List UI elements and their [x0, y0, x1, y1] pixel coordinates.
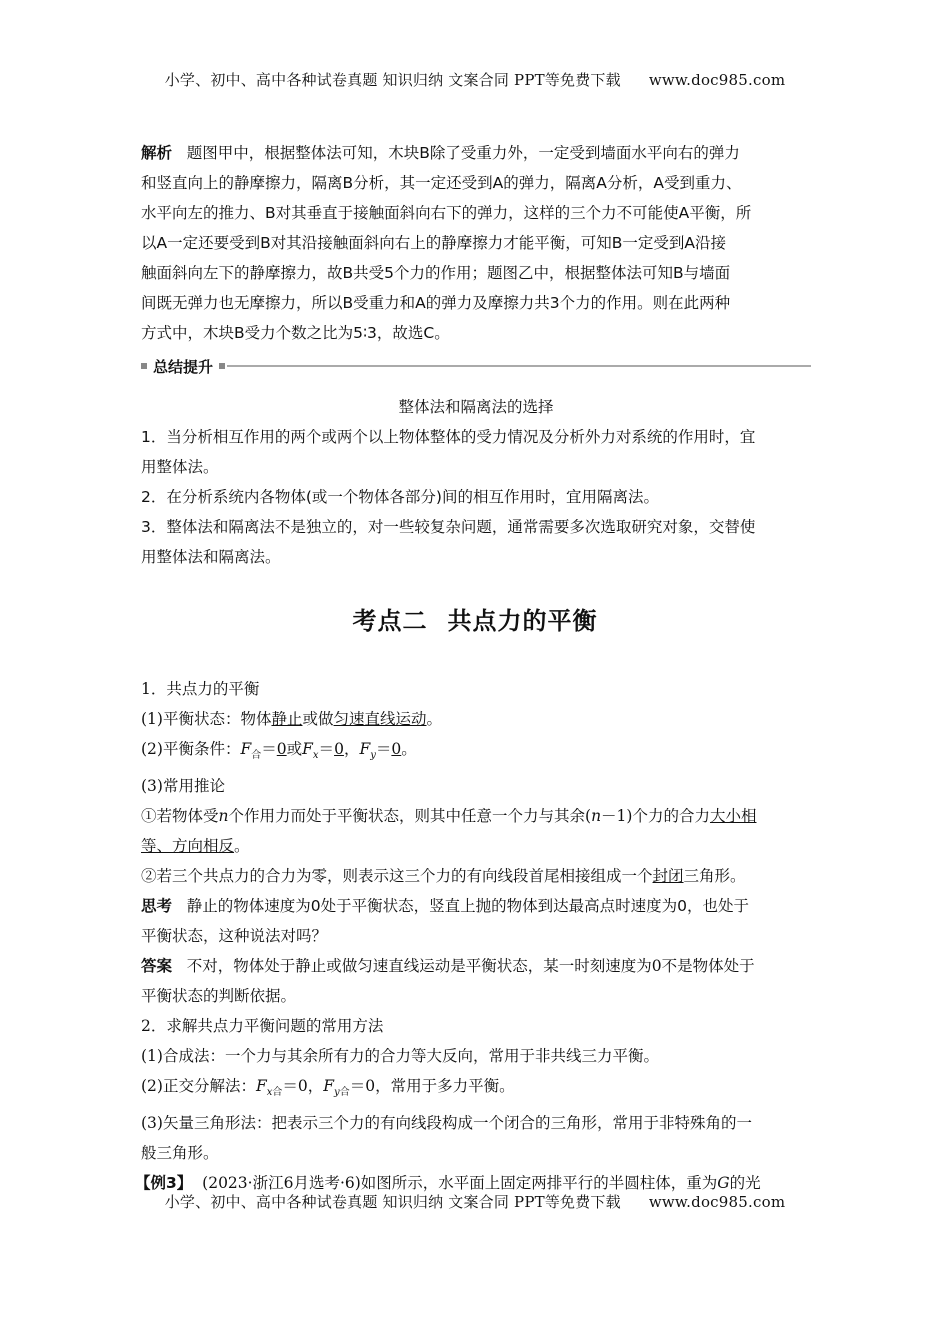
method-3: (3)矢量三角形法：把表示三个力的有向线段构成一个闭合的三角形，常用于非特殊角的一 [141, 1114, 752, 1133]
corollary-2: ②若三个共点力的合力为零，则表示这三个力的有向线段首尾相接组成一个封闭三角形。 [141, 867, 746, 886]
corollary-title: (3)常用推论 [141, 777, 225, 796]
analysis-line: 解析 题图甲中，根据整体法可知，木块B除了受重力外，一定受到墙面水平向右的弹力 [141, 144, 740, 162]
footer-url[interactable]: www.doc985.com [648, 1193, 786, 1211]
section-heading: 考点二 共点力的平衡 [352, 606, 598, 635]
analysis-line: 方式中，木块B受力个数之比为5∶3，故选C。 [141, 324, 450, 342]
summary-item: 3．整体法和隔离法不是独立的，对一些较复杂问题，通常需要多次选取研究对象，交替使 [141, 518, 756, 536]
content-block [135, 674, 811, 1198]
equilibrium-condition: (2)平衡条件：$F_合=0$或$F_x=0$，$F_y=0$。 [141, 740, 417, 762]
method-1: (1)合成法：一个力与其余所有力的合力等大反向，常用于非共线三力平衡。 [141, 1047, 659, 1066]
subsection-title: 1．共点力的平衡 [141, 680, 260, 698]
summary-item: 2．在分析系统内各物体(或一个物体各部分)间的相互作用时，宜用隔离法。 [141, 488, 659, 506]
example-label: 【例3】 [135, 1174, 193, 1193]
analysis-block [141, 138, 811, 348]
summary-item: 1．当分析相互作用的两个或两个以上物体整体的受力情况及分析外力对系统的作用时，宜 [141, 428, 756, 446]
divider-line [227, 365, 811, 367]
page-header [0, 69, 950, 90]
subsection-title: 2．求解共点力平衡问题的常用方法 [141, 1017, 384, 1036]
answer-cont: 平衡状态的判断依据。 [141, 987, 297, 1006]
summary-label: 总结提升 [153, 357, 214, 376]
bullet-square-icon [141, 363, 147, 369]
analysis-line: 水平向左的推力、B对其垂直于接触面斜向右下的弹力，这样的三个力不可能使A平衡，所 [141, 204, 752, 222]
answer: 答案 不对，物体处于静止或做匀速直线运动是平衡状态，某一时刻速度为0不是物体处于 [141, 957, 755, 976]
corollary-1-cont: 等、方向相反。 [141, 837, 250, 856]
think-question: 思考 静止的物体速度为0处于平衡状态，竖直上抛的物体到达最高点时速度为0，也处于 [141, 897, 750, 916]
summary-item: 用整体法。 [141, 458, 219, 476]
think-question-cont: 平衡状态，这种说法对吗？ [141, 927, 328, 946]
method-2: (2)正交分解法：$F_{x合}=0$，$F_{y合}=0$，常用于多力平衡。 [141, 1077, 515, 1099]
analysis-label: 解析 [141, 144, 173, 162]
header-url[interactable]: www.doc985.com [648, 71, 786, 89]
equilibrium-state: (1)平衡状态：物体静止或做匀速直线运动。 [141, 710, 443, 728]
footer-text: 小学、初中、高中各种试卷真题 知识归纳 文案合同 PPT等免费下载 [164, 1193, 621, 1211]
summary-divider [141, 356, 811, 376]
summary-block [141, 392, 811, 572]
header-text: 小学、初中、高中各种试卷真题 知识归纳 文案合同 PPT等免费下载 [164, 71, 621, 89]
page-footer [0, 1191, 950, 1212]
method-3-cont: 般三角形。 [141, 1144, 219, 1163]
analysis-line: 和竖直向上的静摩擦力，隔离B分析，其一定还受到A的弹力，隔离A分析，A受到重力、 [141, 174, 742, 192]
analysis-line: 间既无弹力也无摩擦力，所以B受重力和A的弹力及摩擦力共3个力的作用。则在此两种 [141, 294, 731, 312]
summary-item: 用整体法和隔离法。 [141, 548, 281, 566]
corollary-1: ①若物体受n个作用力而处于平衡状态，则其中任意一个力与其余(n－1)个力的合力大小相 [141, 807, 757, 826]
analysis-line: 以A一定还要受到B对其沿接触面斜向右上的静摩擦力才能平衡，可知B一定受到A沿接 [141, 234, 726, 252]
bullet-square-icon [219, 363, 225, 369]
example-3: 【例3】 (2023·浙江6月选考·6)如图所示，水平面上固定两排平行的半圆柱体，重为G的光 [135, 1174, 761, 1193]
summary-title: 整体法和隔离法的选择 [398, 398, 554, 416]
analysis-line: 触面斜向左下的静摩擦力，故B共受5个力的作用；题图乙中，根据整体法可知B与墙面 [141, 264, 731, 282]
